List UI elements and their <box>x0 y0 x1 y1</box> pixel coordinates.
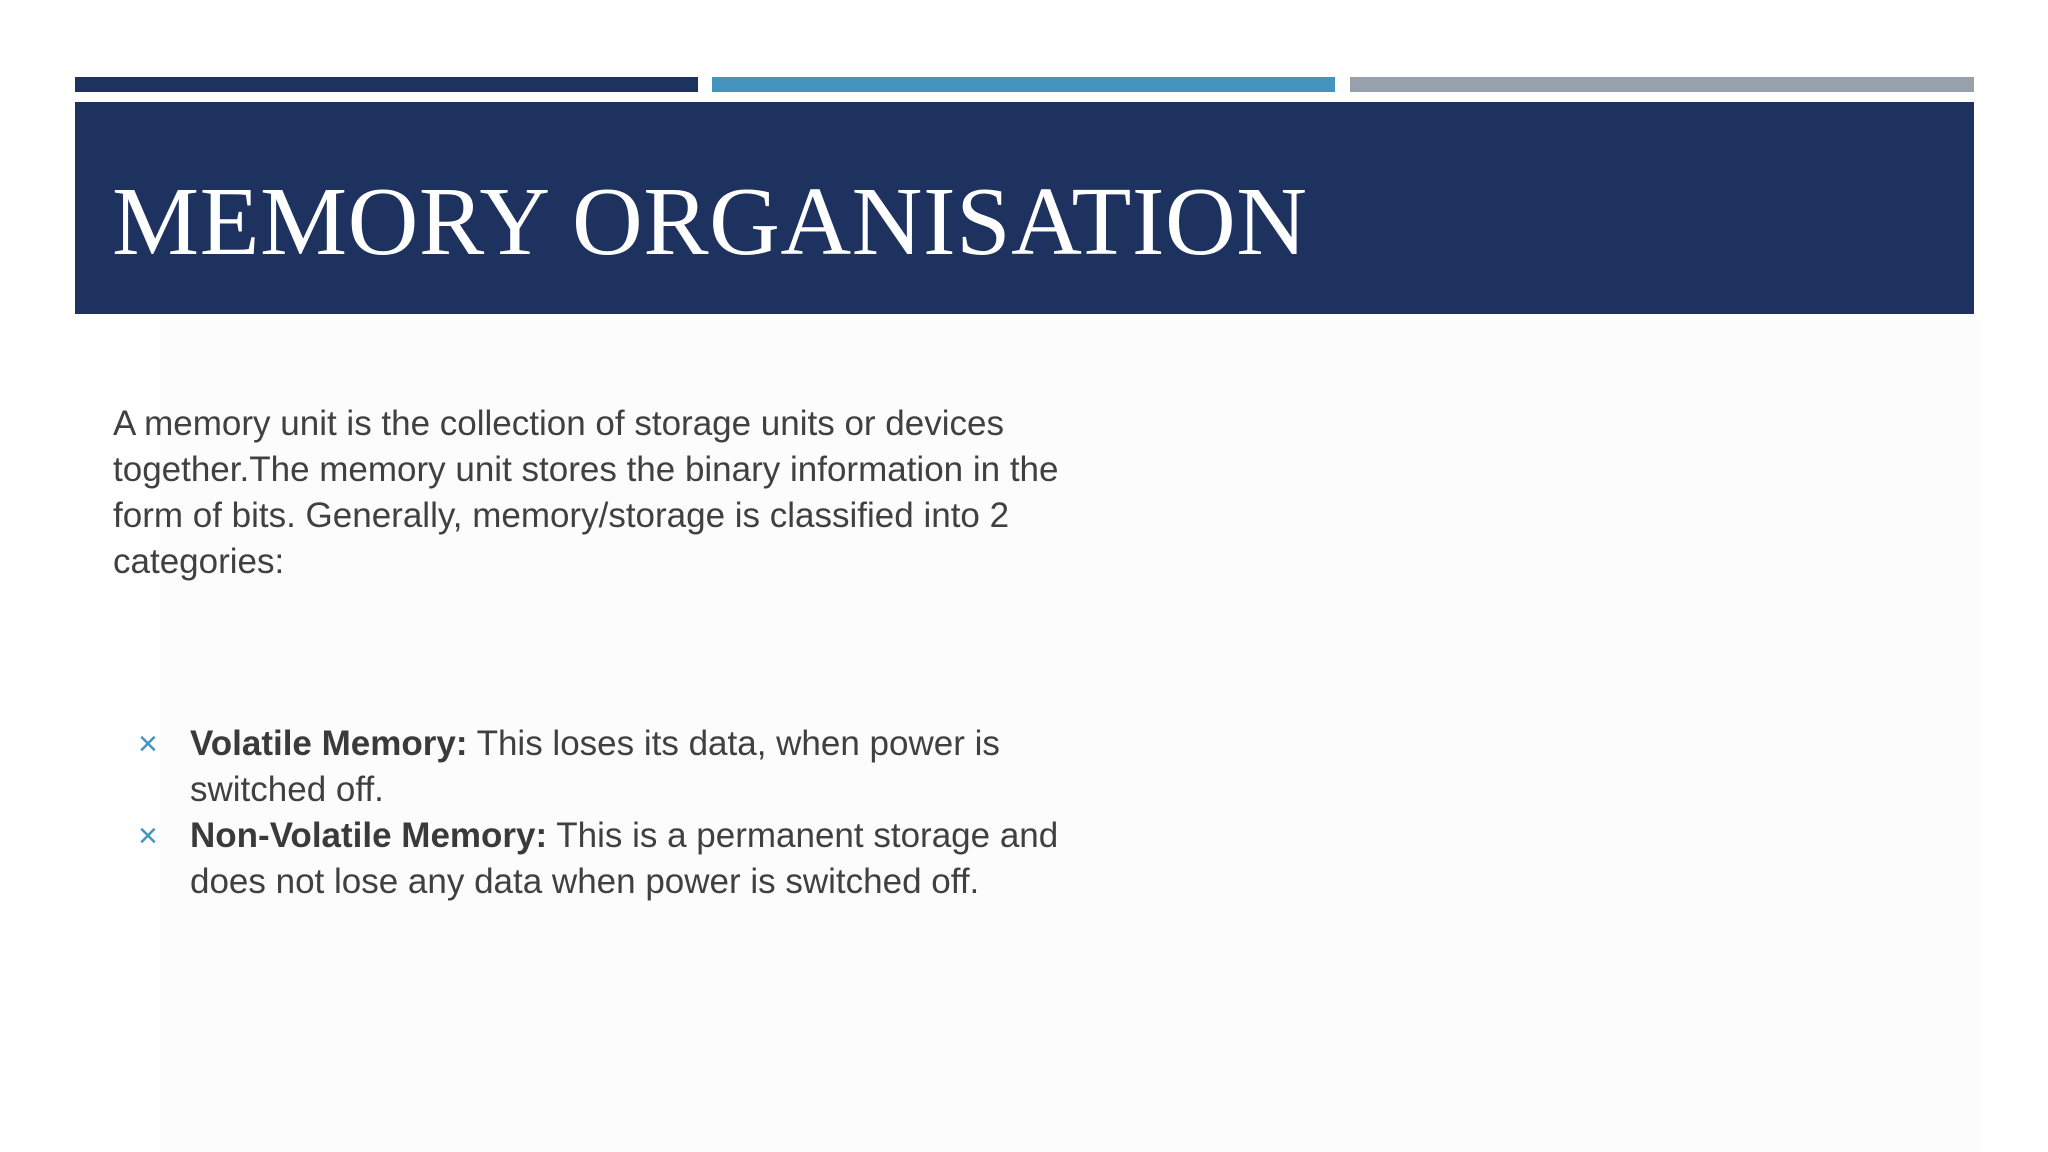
accent-stripe-navy <box>75 77 698 92</box>
bullet-text: This loses its data, when power is switched off. <box>190 724 1000 809</box>
accent-stripe-gray <box>1350 77 1974 92</box>
bullet-text: This is a permanent storage and does not lose any data when power is switched off. <box>190 816 1059 901</box>
slide-title: MEMORY ORGANISATION <box>112 168 1308 276</box>
bullet-term: Volatile Memory: <box>190 724 468 763</box>
bullet-list <box>138 721 1118 905</box>
x-bullet-icon: × <box>138 817 158 855</box>
x-bullet-icon: × <box>138 725 158 763</box>
bullet-item-volatile <box>138 721 1118 813</box>
bullet-term: Non-Volatile Memory: <box>190 816 548 855</box>
intro-paragraph: A memory unit is the collection of storage units or devices together.The memory unit stores the binary information in the form of bits. Generally, memory/storage is classified into 2 categories: <box>113 404 1059 581</box>
accent-stripe-blue <box>712 77 1335 92</box>
bullet-item-non-volatile <box>138 813 1118 905</box>
